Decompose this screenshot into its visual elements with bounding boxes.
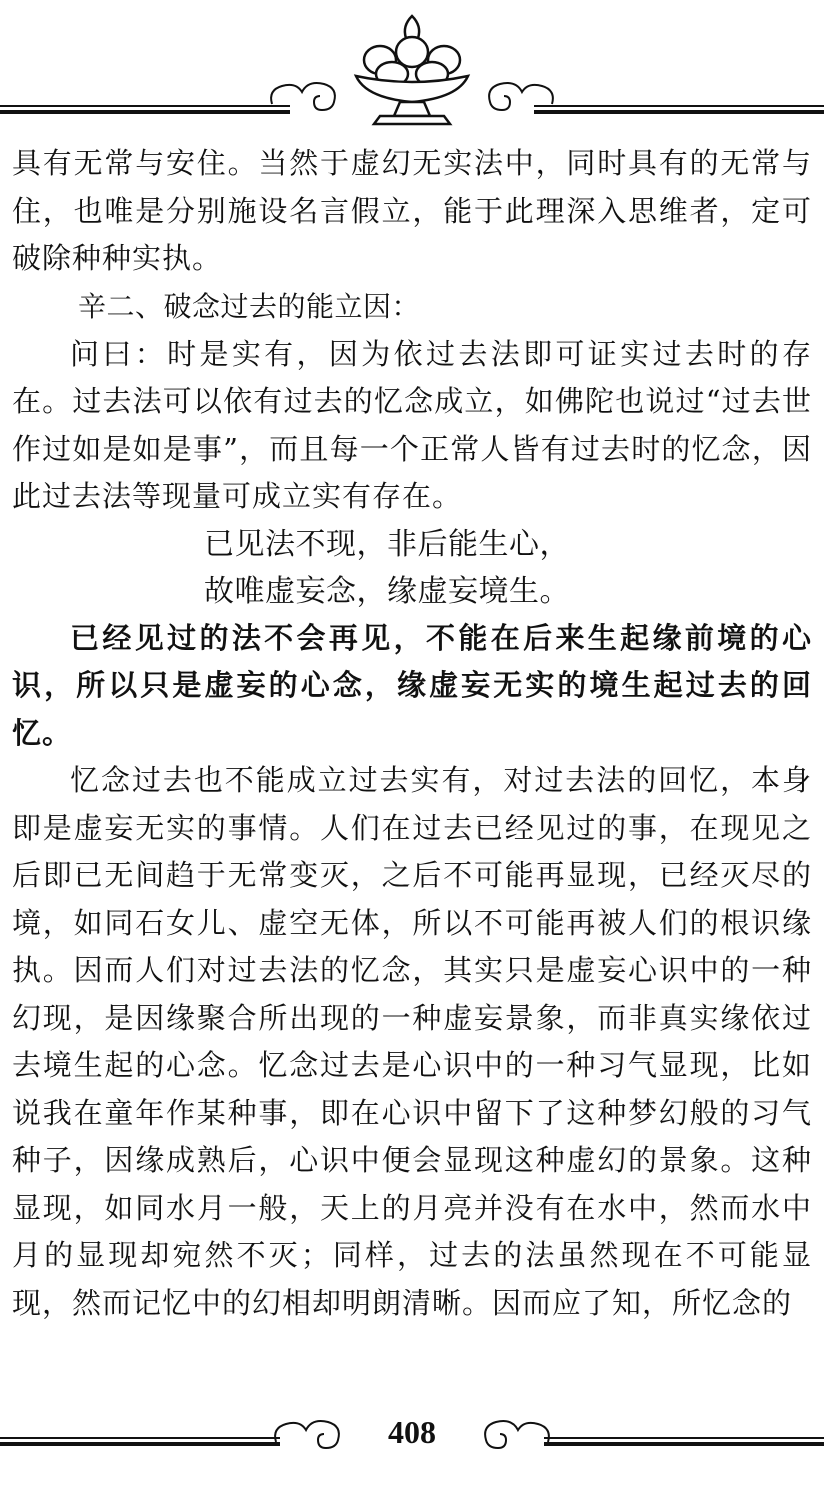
verse-line-1: 已见法不现，非后能生心，	[204, 526, 570, 562]
verse-line-2: 故唯虚妄念，缘虚妄境生。	[204, 573, 570, 609]
section-heading: 辛二、破念过去的能立因：	[78, 289, 421, 323]
paragraph-commentary: 忆念过去也不能成立过去实有，对过去法的回忆，本身即是虚妄无实的事情。人们在过去已经见过的事，在现见之后即已无间趋于无常变灭，之后不可能再显现，已经灭尽的境，如同石女儿、虚空无体，所以不可能再被人们的根识缘执。因而人们对过去法的忆念，其实只是虚妄心识中的一种幻现，是因缘聚合所出现的一种虚妄景象，而非真实缘依过去境生起的心念。忆念过去是心识中的一种习气显现，比如说我在童年作某种事，即在心识中留下了这种梦幻般的习气种子，因缘成熟后，心识中便会显现这种虚幻的景象。这种显现，如同水月一般，天上的月亮并没有在水中，然而水中月的显现却宛然不灭；同样，过去的法虽然现在不可能显现，然而记忆中的幻相却明朗清晰。因而应了知，所忆念的	[12, 763, 812, 1320]
page-number: 408	[388, 1414, 436, 1450]
verse-translation: 已经见过的法不会再见，不能在后来生起缘前境的心识，所以只是虚妄的心念，缘虚妄无实的境生起过去的回忆。	[12, 620, 812, 750]
header-ornament	[0, 0, 824, 135]
paragraph-question: 问曰：时是实有，因为依过去法即可证实过去时的存在。过去法可以依有过去的忆念成立，如佛陀也说过“过去世作过如是如是事”，而且每一个正常人皆有过去时的忆念，因此过去法等现量可成立实有存在。	[12, 336, 812, 513]
offering-bowl-icon	[356, 16, 468, 124]
paragraph-continuation: 具有无常与安住。当然于虚幻无实法中，同时具有的无常与住，也唯是分别施设名言假立，能于此理深入思维者，定可破除种种实执。	[12, 146, 812, 275]
page-body	[12, 140, 812, 1327]
